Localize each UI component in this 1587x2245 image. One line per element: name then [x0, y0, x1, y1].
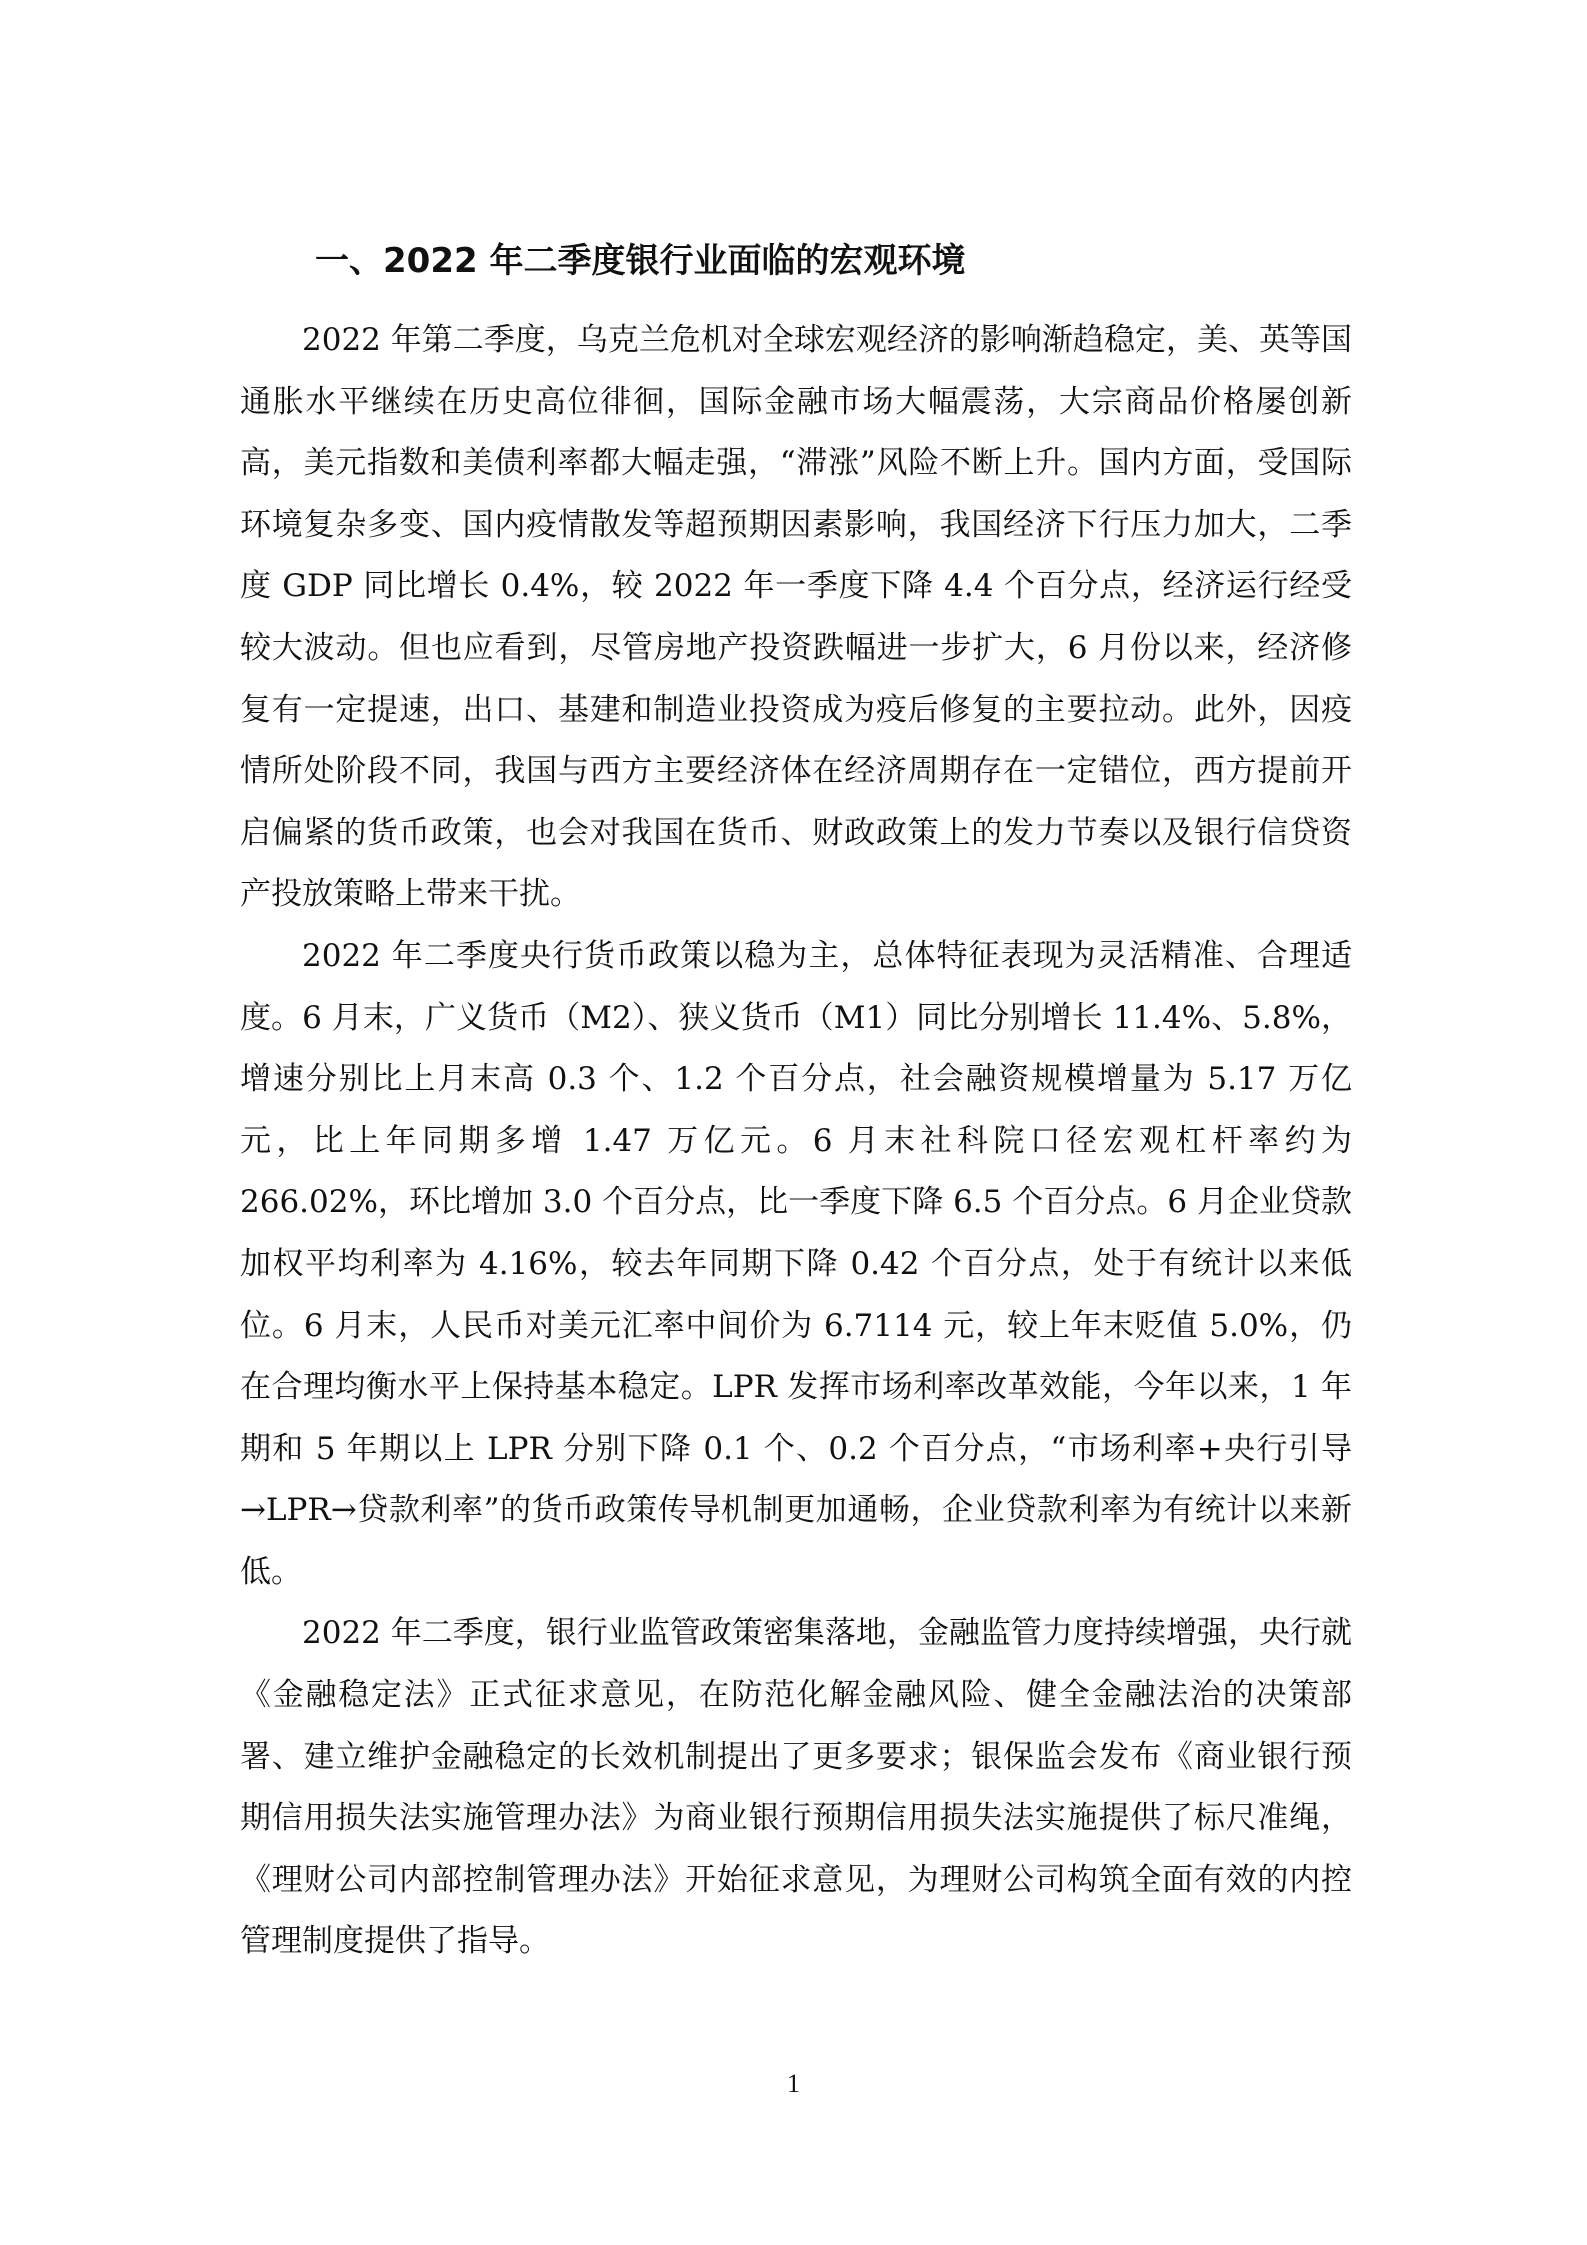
body-text [240, 310, 1352, 1973]
section-heading: 一、2022 年二季度银行业面临的宏观环境 [315, 241, 966, 281]
page-number: 1 [787, 2069, 800, 2098]
paragraph-regulatory-policy: 2022 年二季度，银行业监管政策密集落地，金融监管力度持续增强，央行就《金融稳定法》正式征求意见，在防范化解金融风险、健全金融法治的决策部署、建立维护金融稳定的长效机制提出了更多要求；银保监会发布《商业银行预期信用损失法实施管理办法》为商业银行预期信用损失法实施提供了标尺准绳，《理财公司内部控制管理办法》开始征求意见，为理财公司构筑全面有效的内控管理制度提供了指导。 [240, 1615, 1352, 1960]
paragraph-monetary-policy: 2022 年二季度央行货币政策以稳为主，总体特征表现为灵活精准、合理适度。6 月末，广义货币（M2）、狭义货币（M1）同比分别增长 11.4%、5.8%，增速分别比上月末高 0.3 个、1.2 个百分点，社会融资规模增量为 5.17 万亿元，比上年同期多增 1.47 万亿元。6 月末社科院口径宏观杠杆率约为 266.02%，环比增加 3.0 个百分点，比一季度下降 6.5 个百分点。6 月企业贷款加权平均利率为 4.16%，较去年同期下降 0.42 个百分点，处于有统计以来低位。6 月末，人民币对美元汇率中间价为 6.7114 元，较上年末贬值 5.0%，仍在合理均衡水平上保持基本稳定。LPR 发挥市场利率改革效能，今年以来，1 年期和 5 年期以上 LPR 分别下降 0.1 个、0.2 个百分点，“市场利率+央行引导→LPR→贷款利率”的货币政策传导机制更加通畅，企业贷款利率为有统计以来新低。 [240, 937, 1352, 1590]
paragraph-macro-environment: 2022 年第二季度，乌克兰危机对全球宏观经济的影响渐趋稳定，美、英等国通胀水平继续在历史高位徘徊，国际金融市场大幅震荡，大宗商品价格屡创新高，美元指数和美债利率都大幅走强，“滞涨”风险不断上升。国内方面，受国际环境复杂多变、国内疫情散发等超预期因素影响，我国经济下行压力加大，二季度 GDP 同比增长 0.4%，较 2022 年一季度下降 4.4 个百分点，经济运行经受较大波动。但也应看到，尽管房地产投资跌幅进一步扩大，6 月份以来，经济修复有一定提速，出口、基建和制造业投资成为疫后修复的主要拉动。此外，因疫情所处阶段不同，我国与西方主要经济体在经济周期存在一定错位，西方提前开启偏紧的货币政策，也会对我国在货币、财政政策上的发力节奏以及银行信贷资产投放策略上带来干扰。 [240, 322, 1352, 913]
